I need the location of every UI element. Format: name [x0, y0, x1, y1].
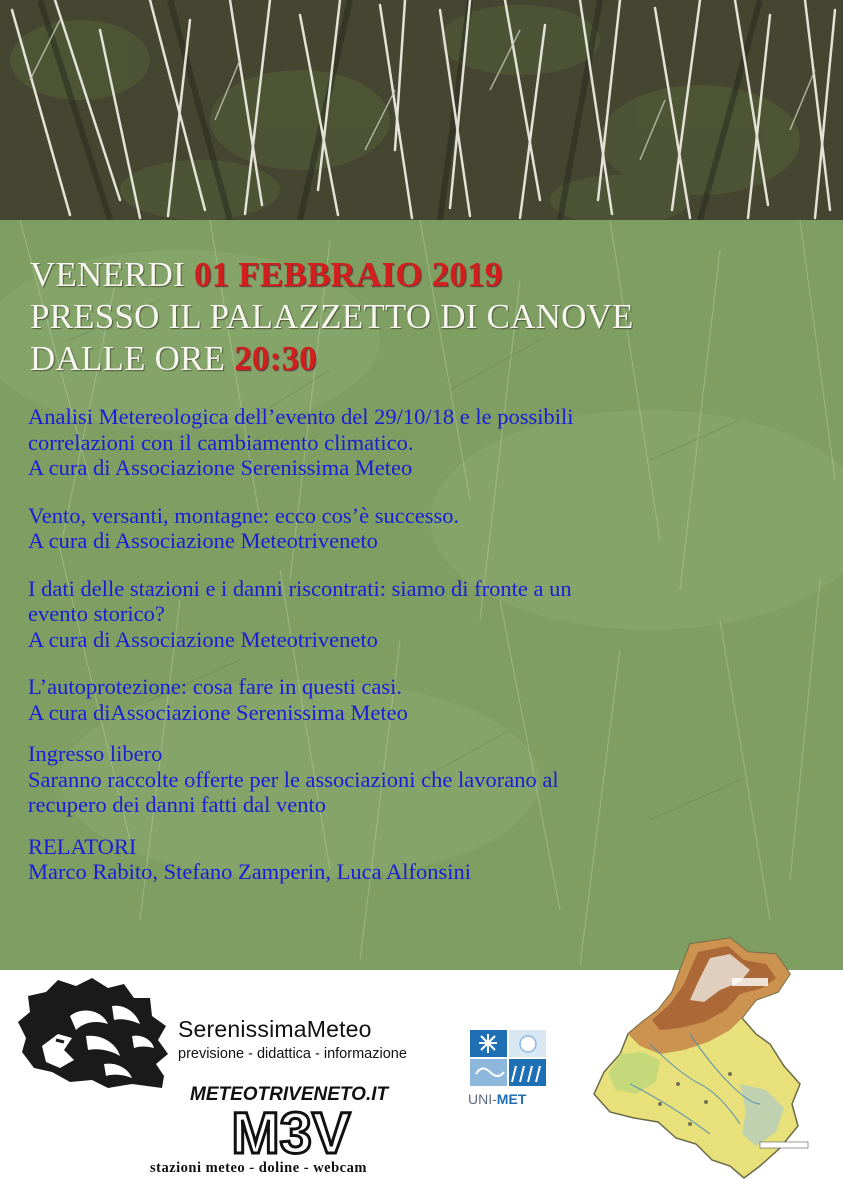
talk-1 — [28, 404, 828, 481]
m3v-logo-text: M3V — [231, 1106, 351, 1158]
unimet-label — [468, 1091, 526, 1107]
headline-day: VENERDI — [30, 255, 194, 294]
talk-line: A cura di Associazione Meteotriveneto — [28, 528, 378, 553]
talk-line: A cura diAssociazione Serenissima Meteo — [28, 699, 408, 725]
lion-head-icon — [12, 976, 174, 1096]
talk-line: correlazioni con il cambiamento climatico. — [28, 429, 414, 455]
talk-line: A cura di Associazione Meteotriveneto — [28, 626, 378, 652]
serenissima-meteo-name: SerenissimaMeteo — [178, 1016, 372, 1042]
talk-4 — [28, 674, 828, 725]
talk-line: Analisi Metereologica dell’evento del 29/10/18 e le possibili — [28, 404, 574, 429]
meteotriveneto-url: METEOTRIVENETO.IT — [190, 1084, 389, 1105]
meteotriveneto-tagline: stazioni meteo - doline - webcam — [150, 1160, 367, 1176]
event-program — [28, 404, 828, 907]
talk-line: I dati delle stazioni e i danni riscontrati: siamo di fronte a un — [28, 575, 572, 601]
talk-line: evento storico? — [28, 601, 165, 626]
headline-time-line — [30, 338, 830, 380]
fallen-trees-illustration — [0, 0, 843, 220]
headline-date: 01 FEBBRAIO 2019 — [193, 255, 503, 294]
speakers-names: Marco Rabito, Stefano Zamperin, Luca Alfonsini — [28, 859, 472, 884]
veneto-region-map — [580, 934, 830, 1184]
unimet-suffix: MET — [496, 1091, 527, 1107]
speakers-heading: RELATORI — [28, 833, 137, 859]
talk-line: A cura di Associazione Serenissima Meteo — [28, 455, 413, 480]
fallen-trees-photo — [0, 0, 843, 220]
headline-time-prefix: DALLE ORE — [30, 339, 235, 378]
event-headline — [30, 254, 830, 380]
unimet-prefix: UNI- — [468, 1091, 497, 1107]
serenissima-meteo-tagline: previsione - didattica - informazione — [178, 1046, 407, 1062]
unimet-logo-icon — [468, 1028, 548, 1088]
talk-line: Vento, versanti, montagne: ecco cos’è successo. — [28, 502, 460, 528]
headline-time: 20:30 — [234, 339, 317, 378]
talk-line: L’autoprotezione: cosa fare in questi casi. — [28, 674, 403, 699]
m3v-logo — [186, 1106, 396, 1158]
entry-info — [28, 741, 828, 818]
sponsor-logos — [0, 970, 843, 1192]
donation-line: recupero dei danni fatti dal vento — [28, 792, 327, 817]
talk-3 — [28, 576, 828, 653]
talk-2 — [28, 503, 828, 554]
headline-date-line — [30, 254, 830, 296]
donation-line: Saranno raccolte offerte per le associazioni che lavorano al — [28, 766, 559, 792]
entry-free: Ingresso libero — [28, 741, 163, 766]
headline-venue: PRESSO IL PALAZZETTO DI CANOVE — [30, 297, 634, 336]
speakers — [28, 834, 828, 885]
